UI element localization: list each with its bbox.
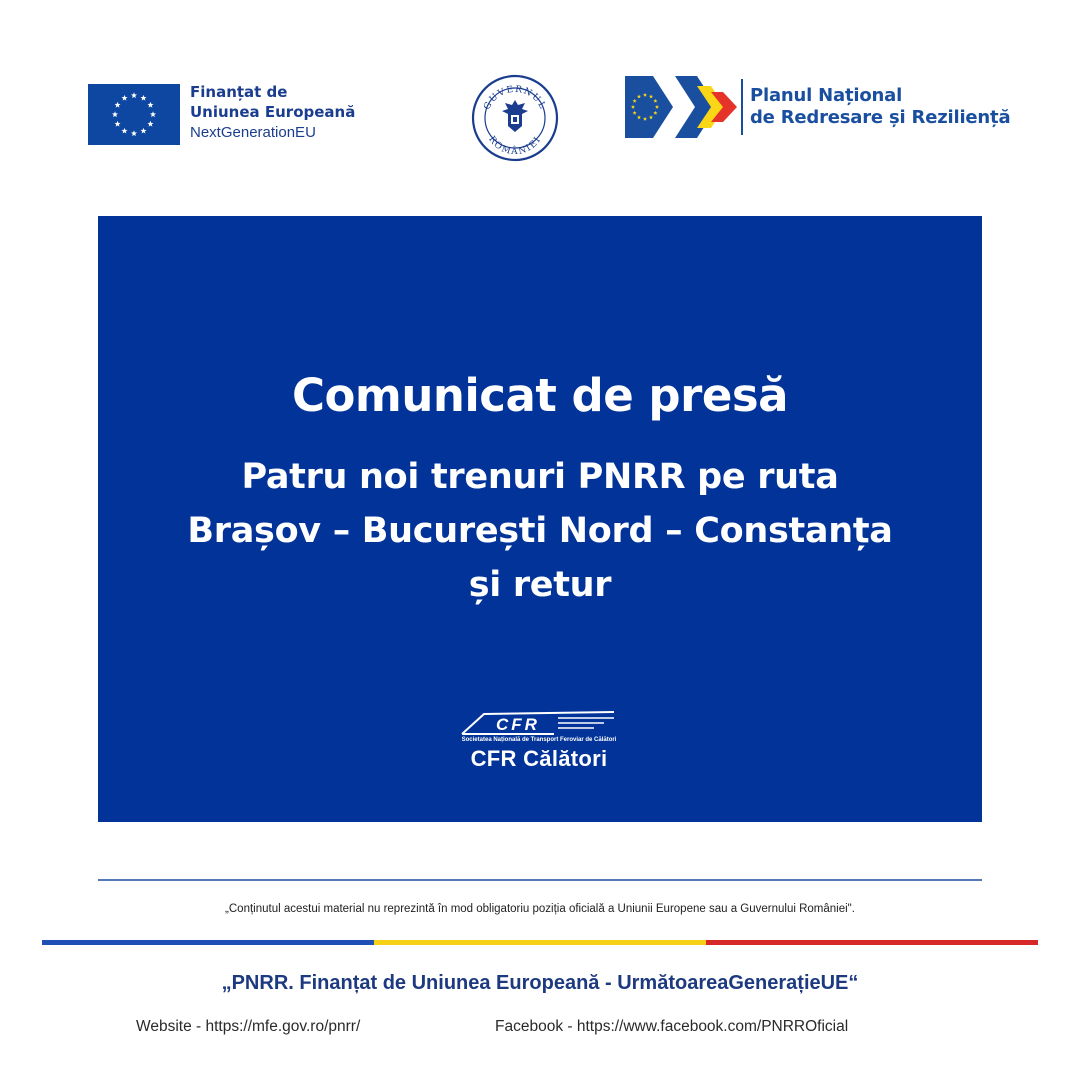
facebook-link[interactable]: Facebook - https://www.facebook.com/PNRROficial (495, 1018, 849, 1035)
disclaimer-text: „Conținutul acestui material nu reprezintă în mod obligatoriu poziția oficială a Uniunii Europene sau a Guvernului României". (225, 903, 855, 915)
star-icon (115, 121, 121, 127)
star-icon (140, 95, 146, 101)
stripe-yellow (374, 940, 706, 945)
seal-bottom-text: ROMÂNIEI (486, 134, 544, 158)
seal-top-text: GUVERNUL (482, 84, 548, 112)
headline-line-2: Brașov – București Nord – Constanța (187, 511, 893, 551)
stripe-blue (42, 940, 374, 945)
star-icon (112, 111, 118, 117)
cfr-calatori-logo (454, 708, 624, 780)
pnrr-arrows-icon (625, 76, 737, 138)
press-release-panel (98, 216, 982, 822)
tricolor-stripe (42, 940, 1038, 945)
cfr-mark-text: CFR (496, 715, 540, 734)
star-icon (147, 102, 153, 108)
eu-funded-line2: Uniunea Europeană (190, 103, 356, 121)
footer-divider (98, 879, 982, 881)
star-icon (140, 128, 146, 134)
pnrr-title-line2: de Redresare și Reziliență (750, 107, 1011, 128)
eu-funded-line1: Finanțat de (190, 83, 288, 101)
pnrr-title-line1: Planul Național (750, 85, 903, 106)
headline-line-1: Patru noi trenuri PNRR pe ruta (241, 457, 839, 497)
eu-flag-icon (88, 84, 180, 145)
eu-nextgeneration-label: NextGenerationEU (190, 124, 316, 141)
stripe-red (706, 940, 1038, 945)
pnrr-slogan: „PNRR. Finanțat de Uniunea Europeană - UrmătoareaGenerațieUE“ (221, 972, 859, 994)
cfr-train-icon (454, 708, 624, 738)
star-icon (115, 102, 121, 108)
government-seal-icon (471, 74, 559, 162)
press-release-title: Comunicat de presă (291, 369, 789, 422)
star-icon (147, 121, 153, 127)
website-link[interactable]: Website - https://mfe.gov.ro/pnrr/ (136, 1018, 361, 1035)
pnrr-divider (741, 79, 743, 135)
star-icon (131, 92, 137, 98)
pnrr-logo (625, 76, 1010, 138)
star-icon (131, 130, 137, 136)
press-release-headline (98, 450, 982, 612)
star-icon (150, 111, 156, 117)
headline-line-3: și retur (468, 565, 612, 605)
cfr-name: CFR Călători (470, 746, 608, 771)
eu-funding-logo (88, 84, 355, 145)
star-icon (121, 128, 127, 134)
star-icon (121, 95, 127, 101)
cfr-tagline: Societatea Națională de Transport Feroviar de Călători (461, 737, 617, 743)
